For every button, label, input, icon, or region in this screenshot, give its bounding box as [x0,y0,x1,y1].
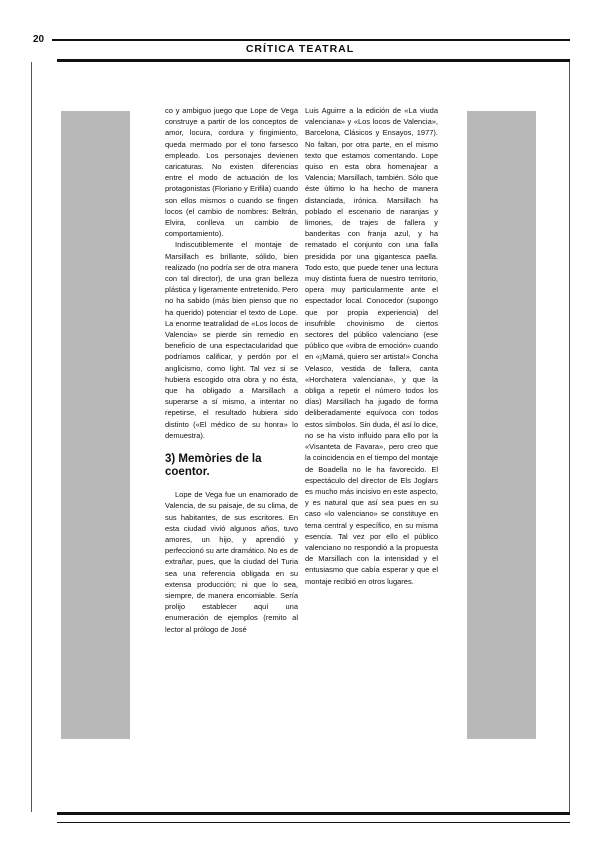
article-paragraph: co y ambiguo juego que Lope de Vega construye a partir de los conceptos de amor, locura, cordura y fingimiento, queda mermado por el tono farsesco empleado. Los personajes devienen caricaturas. No existen diferencias entre el modo de actuación de los protagonistas (Floriano y Erifila) cuando son ellos mismos o cuando se fingen locos (el cambio de nombres: Beltrán, Elvira, conlleva un cambio de comportamiento). [165,106,298,239]
article-paragraph: Luis Aguirre a la edición de «La viuda valenciana» y «Los locos de Valencia», Barcelona, Clásicos y Ensayos, 1977). No faltan, por otra parte, en el mismo texto que estamos comentando. Lope quiso en esta obra homenajear a Valencia; Marsillach, también. Sólo que éste último lo ha hecho de manera distanciada, irónica. Marsillach ha poblado el escenario de naranjas y limones, de trajes de fallera y banderitas con franja azul, y ha rematado el conjunto con una falla presidida por una gigantesca paella. Todo esto, que puede tener una lectura muy distinta fuera de nuestro territorio, opera muy particularmente ante el espectador local. Conocedor (supongo que por propia experiencia) del insufrible chovinismo de ciertos sectores del público valenciano (ese público que «vibra de emoción» cuando en «¡Mamá, quiero ser artista!» Concha Velasco, vestida de fallera, canta «Horchatera valenciana», y que la obliga a repetir el número todos los días) Marsillach ha jugado de forma deliberadamente equívoca con todos estos símbolos. Sin duda, él así lo dice, no se ha visto influido para ello por la «Visanteta de Favara», pero creo que la coincidencia en el tiempo del montaje de Boadella no le ha favorecido. El espectáculo del director de Els Joglars es mucho más incisivo en este aspecto, y es natural que así sea pues en su caso «lo valenciano» se constituye en tema central y específico, en su misma esencia. Tal vez por ello el público valenciano no respondió a la propuesta de Marsillach con la intensidad y el entusiasmo que cabía esperar y que el montaje recibió en otros lugares. [305,106,438,586]
article-column-2 [305,105,438,587]
article-column-1 [165,105,298,635]
footer-rule-thick [57,812,570,815]
page-number: 20 [33,34,45,45]
left-gray-bar [61,111,130,739]
section-title: CRÍTICA TEATRAL [245,43,355,55]
article-paragraph: Lope de Vega fue un enamorado de Valencia, de su paisaje, de su clima, de sus habitantes, de sus escritores. En esta ciudad vivió algunos años, tuvo amores, un hijo, y aprendió y perfeccionó su arte dramático. No es de extrañar, pues, que la ciudad del Turia sea una referencia obligada en su extensa producción; ni que lo sea, siempre, de manera encomiable. Sería prolijo establecer aquí una enumeración de ejemplos (remito al lector al prólogo de José [165,490,298,634]
section-heading: 3) Memòries de la coentor. [165,453,262,479]
header-rule [52,39,570,41]
right-gray-bar [467,111,536,739]
article-paragraph: Indiscutiblemente el montaje de Marsillach es brillante, sólido, bien realizado (no podría ser de otra manera con tal director), de una gran belleza plástica y ligeramente entretenido. Pero no ha sabido (más bien pienso que no ha querido) potenciar el texto de Lope. La enorme teatralidad de «Los locos de Valencia» se pierde sin remedio en beneficio de una espectacularidad que podríamos calificar, y perdón por el anglicismo, como light. Tal vez si se hubiera escogido otra obra y no ésta, que ha obligado a Marsillach a superarse a sí mismo, a intentar no repetirse, el resultado hubiera sido distinto («El médico de su honra» lo demuestra). [165,240,298,440]
footer-rule-thin [57,822,570,823]
